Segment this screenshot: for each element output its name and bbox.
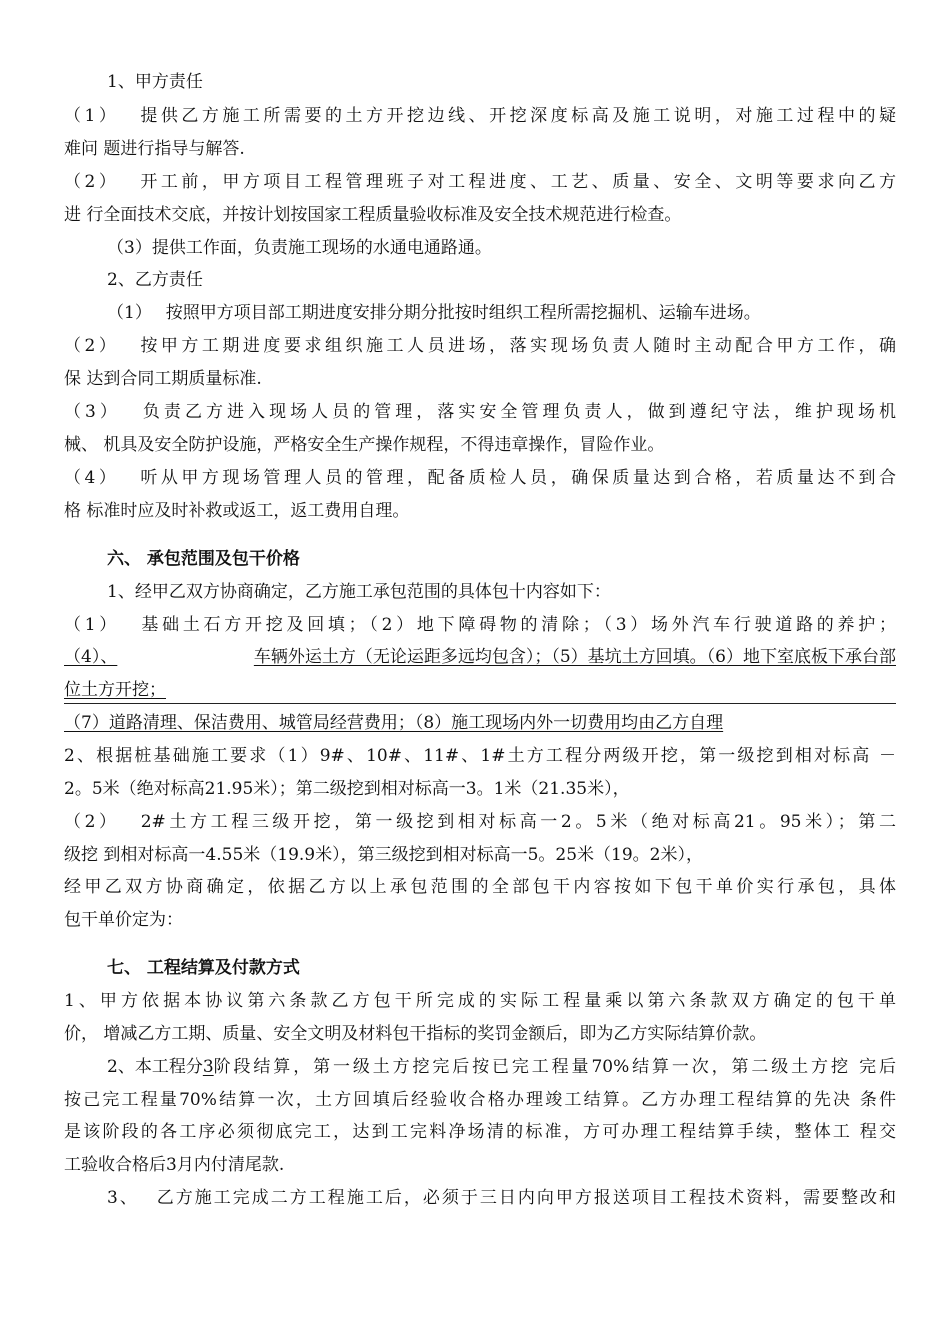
paragraph-line: （2） 按甲方工期进度要求组织施工人员进场，落实现场负责人随时主动配合甲方工作，确 bbox=[64, 336, 896, 356]
paragraph-line: （3） 负责乙方进入现场人员的管理，落实安全管理负责人，做到遵纪守法，维护现场机 bbox=[64, 402, 896, 422]
paragraph-line: 1、甲方依据本协议第六条款乙方包干所完成的实际工程量乘以第六条款双方确定的包干单 bbox=[64, 991, 896, 1011]
paragraph-line: 保 达到合同工期质量标准. bbox=[64, 369, 262, 389]
underlined-text: 车辆外运土方（无论运距多远均包含）；（5）基坑土方回填。（6）地下室底板下承台部 bbox=[253, 647, 896, 667]
paragraph-line: （3）提供工作面，负责施工现场的水通电通路通。 bbox=[107, 238, 492, 258]
paragraph-line: 工验收合格后3月内付清尾款. bbox=[64, 1155, 285, 1175]
paragraph-line: （4） 听从甲方现场管理人员的管理，配备质检人员，确保质量达到合格，若质量达不到合 bbox=[64, 468, 896, 488]
text-run: 2、本工程分 bbox=[107, 1057, 203, 1077]
section-heading-7: 七、 工程结算及付款方式 bbox=[107, 958, 300, 978]
paragraph-line-underlined bbox=[64, 641, 896, 673]
paragraph-line: 是该阶段的各工序必须彻底完工，达到工完料净场清的标准，方可办理工程结算手续，整体工 程交 bbox=[64, 1122, 896, 1142]
horizontal-rule bbox=[64, 703, 896, 704]
paragraph-line: 经甲乙双方协商确定，依据乙方以上承包范围的全部包干内容按如下包干单价实行承包，具体 bbox=[64, 877, 896, 897]
paragraph-line: 械、 机具及安全防护设施，严格安全生产操作规程，不得违章操作，冒险作业。 bbox=[64, 435, 665, 455]
paragraph-line bbox=[107, 1051, 896, 1083]
item-number: （4）、 bbox=[64, 647, 118, 667]
paragraph-line: （1） 提供乙方施工所需要的土方开挖边线、开挖深度标高及施工说明，对施工过程中的疑 bbox=[64, 106, 896, 126]
text-run: 阶段结算，第一级土方挖完后按已完工程量70%结算一次，第二级土方挖 完后 bbox=[213, 1057, 896, 1077]
section-heading-party-a: 1、甲方责任 bbox=[107, 72, 203, 92]
paragraph-line: 1、经甲乙双方协商确定，乙方施工承包范围的具体包十内容如下： bbox=[107, 582, 611, 602]
paragraph-line: 级挖 到相对标高一4.55米（19.9米），第三级挖到相对标高一5。25米（19。2米）， bbox=[64, 845, 704, 865]
paragraph-line: 2。5米（绝对标高21.95米）；第二级挖到相对标高一3。1米（21.35米）， bbox=[64, 779, 630, 799]
paragraph-line: 格 标准时应及时补救或返工，返工费用自理。 bbox=[64, 501, 410, 521]
paragraph-line: 难问 题进行指导与解答. bbox=[64, 139, 245, 159]
section-heading-party-b: 2、乙方责任 bbox=[107, 270, 203, 290]
paragraph-line: 2、根据桩基础施工要求（1）9#、10#、11#、1#土方工程分两级开挖，第一级挖到相对标高 － bbox=[64, 746, 896, 766]
paragraph-line: 价， 增减乙方工期、质量、安全文明及材料包干指标的奖罚金额后，即为乙方实际结算价款。 bbox=[64, 1024, 767, 1044]
underlined-number: 3 bbox=[202, 1057, 214, 1077]
paragraph-line-underlined: （7）道路清理、保洁费用、城管局经营费用；（8）施工现场内外一切费用均由乙方自理 bbox=[64, 713, 724, 733]
paragraph-line: （1） 基础土石方开挖及回填；（2）地下障碍物的清除；（3）场外汽车行驶道路的养护； bbox=[64, 615, 896, 635]
paragraph-line: （2） 2#土方工程三级开挖，第一级挖到相对标高一2。5米（绝对标高21。95米）；第二 bbox=[64, 812, 896, 832]
section-heading-6: 六、 承包范围及包干价格 bbox=[107, 549, 300, 569]
paragraph-line: 3、 乙方施工完成二方工程施工后，必须于三日内向甲方报送项目工程技术资料，需要整改和 bbox=[107, 1188, 896, 1208]
paragraph-line: 按己完工程量70%结算一次，土方回填后经验收合格办理竣工结算。乙方办理工程结算的先决 条件 bbox=[64, 1090, 896, 1110]
paragraph-line: （2） 开工前，甲方项目工程管理班子对工程进度、工艺、质量、安全、文明等要求向乙方 bbox=[64, 172, 896, 192]
paragraph-line: 进 行全面技术交底，并按计划按国家工程质量验收标准及安全技术规范进行检查。 bbox=[64, 205, 682, 225]
paragraph-line: 包干单价定为： bbox=[64, 910, 183, 930]
paragraph-line-underlined: 位土方开挖； bbox=[64, 680, 166, 700]
paragraph-line: （1） 按照甲方项目部工期进度安排分期分批按时组织工程所需挖掘机、运输车进场。 bbox=[107, 303, 761, 323]
